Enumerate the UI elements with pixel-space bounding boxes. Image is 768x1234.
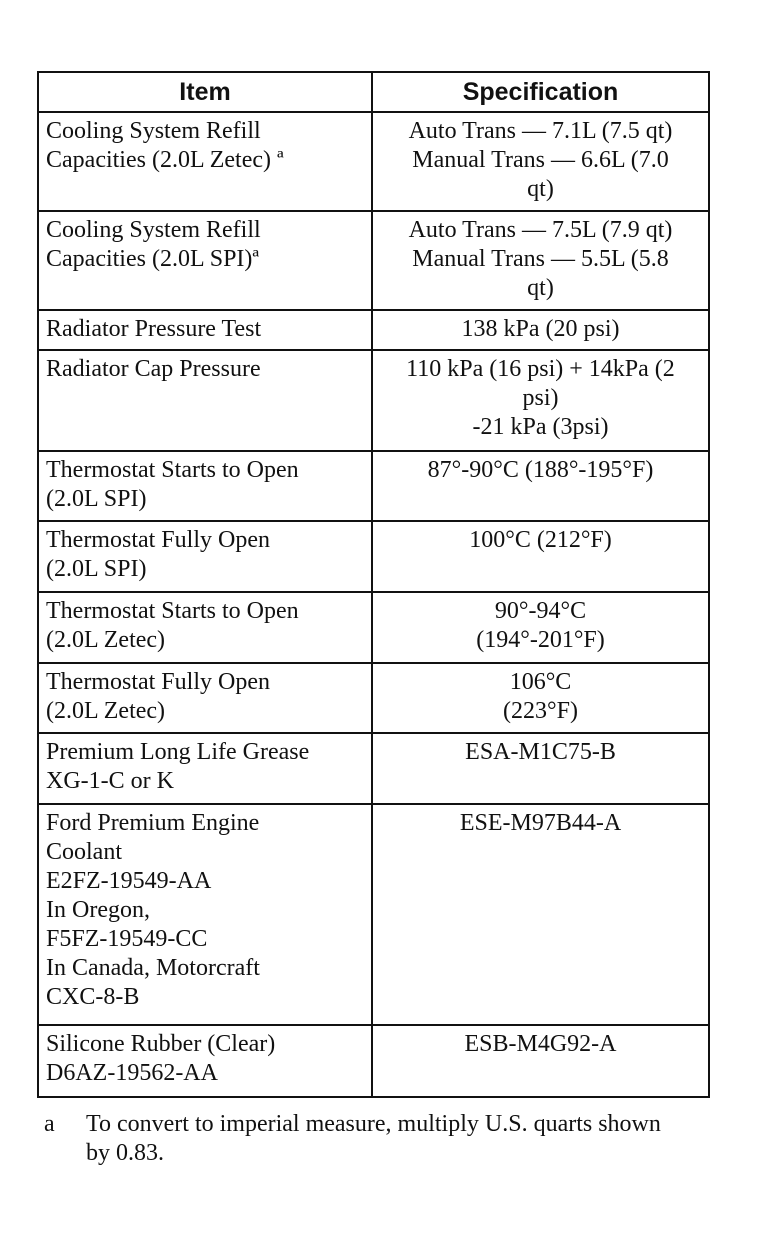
spec-cell: ESA-M1C75-B <box>372 733 709 804</box>
item-cell: Cooling System Refill Capacities (2.0L Zetec) ª <box>38 112 372 211</box>
table-row <box>38 804 709 1025</box>
spec-cell: 87°-90°C (188°-195°F) <box>372 451 709 521</box>
item-cell: Silicone Rubber (Clear) D6AZ-19562-AA <box>38 1025 372 1097</box>
table-row <box>38 451 709 521</box>
spec-cell: 100°C (212°F) <box>372 521 709 592</box>
footnote <box>44 1110 684 1168</box>
table-row <box>38 310 709 350</box>
table-row <box>38 521 709 592</box>
spec-cell: 90°-94°C (194°-201°F) <box>372 592 709 663</box>
footnote-text: To convert to imperial measure, multiply U.S. quarts shown by 0.83. <box>86 1111 661 1166</box>
spec-cell: ESE-M97B44-A <box>372 804 709 1025</box>
column-header-item: Item <box>38 72 372 112</box>
spec-cell: 138 kPa (20 psi) <box>372 310 709 350</box>
item-cell: Premium Long Life Grease XG-1-C or K <box>38 733 372 804</box>
table-row <box>38 733 709 804</box>
spec-cell: ESB-M4G92-A <box>372 1025 709 1097</box>
spec-cell: Auto Trans — 7.1L (7.5 qt) Manual Trans — 6.6L (7.0 qt) <box>372 112 709 211</box>
spec-cell: Auto Trans — 7.5L (7.9 qt) Manual Trans — 5.5L (5.8 qt) <box>372 211 709 310</box>
spec-cell: 106°C (223°F) <box>372 663 709 733</box>
item-cell: Thermostat Starts to Open (2.0L Zetec) <box>38 592 372 663</box>
table-row <box>38 112 709 211</box>
item-cell: Cooling System Refill Capacities (2.0L SPI)ª <box>38 211 372 310</box>
item-cell: Ford Premium Engine Coolant E2FZ-19549-AA In Oregon, F5FZ-19549-CC In Canada, Motorcraft CXC-8-B <box>38 804 372 1025</box>
item-cell: Radiator Cap Pressure <box>38 350 372 451</box>
table-row <box>38 663 709 733</box>
item-cell: Radiator Pressure Test <box>38 310 372 350</box>
table-header-row <box>38 72 709 112</box>
column-header-specification: Specification <box>372 72 709 112</box>
table-row <box>38 592 709 663</box>
table-row <box>38 211 709 310</box>
item-cell: Thermostat Fully Open (2.0L SPI) <box>38 521 372 592</box>
spec-cell: 110 kPa (16 psi) + 14kPa (2 psi) -21 kPa (3psi) <box>372 350 709 451</box>
footnote-marker: a <box>44 1111 55 1137</box>
table-row <box>38 350 709 451</box>
table-row <box>38 1025 709 1097</box>
item-cell: Thermostat Fully Open (2.0L Zetec) <box>38 663 372 733</box>
item-cell: Thermostat Starts to Open (2.0L SPI) <box>38 451 372 521</box>
specification-table <box>37 71 710 1098</box>
